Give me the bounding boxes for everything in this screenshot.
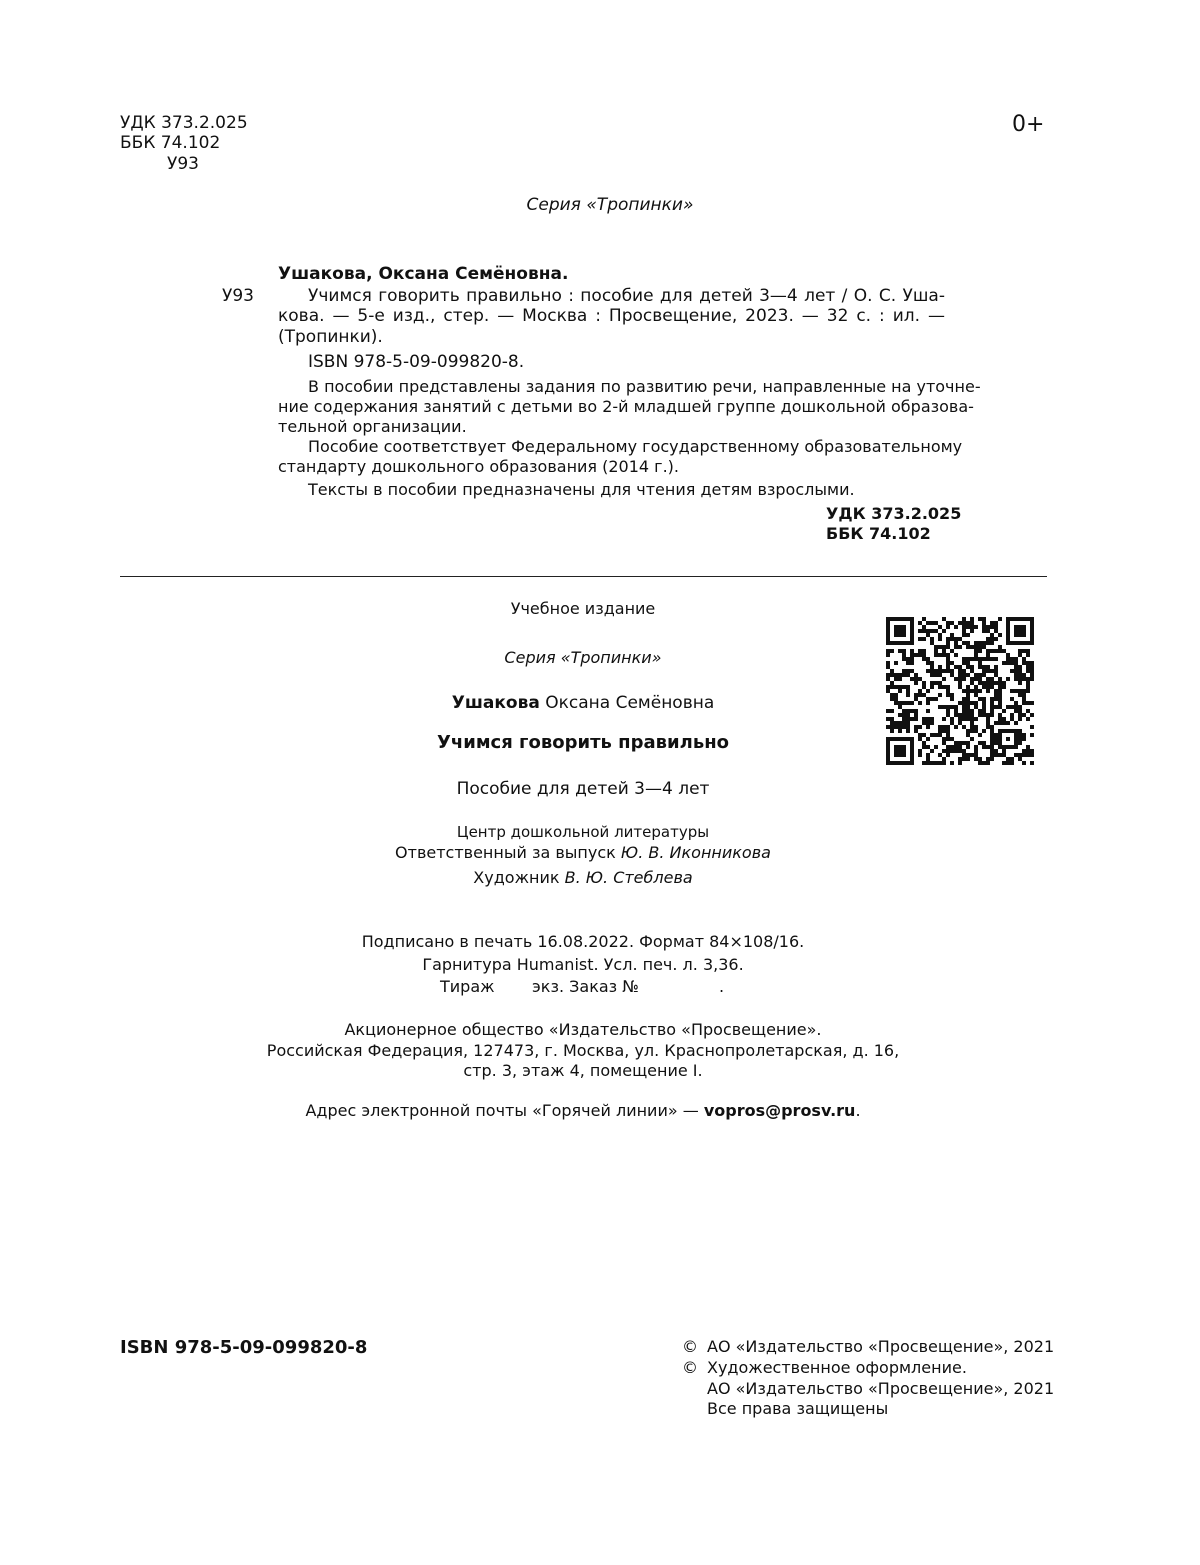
- abstract-line-1: В пособии представлены задания по развитию речи, направленные на уточне-: [308, 377, 981, 396]
- bbk-code: ББК 74.102: [120, 133, 221, 153]
- bib-isbn: ISBN 978-5-09-099820-8.: [308, 352, 525, 372]
- author-name: Оксана Семёновна: [545, 693, 715, 713]
- hotline-email-line: [233, 1101, 933, 1121]
- publishing-center: Центр дошкольной литературы: [456, 823, 710, 841]
- edition-type: Учебное издание: [510, 599, 656, 618]
- email-label: Адрес электронной почты «Горячей линии» —: [305, 1101, 699, 1120]
- copyright-2-line-1: Художественное оформление.: [707, 1358, 967, 1377]
- bib-author-heading: Ушакова, Оксана Семёновна.: [278, 264, 569, 284]
- divider: [120, 576, 1047, 577]
- abstract-line-2: ние содержания занятий с детьми во 2-й младшей группе дошкольной образова-: [278, 397, 974, 416]
- artist-name: В. Ю. Стеблева: [564, 868, 693, 887]
- responsible-label: Ответственный за выпуск: [395, 843, 616, 862]
- bib-line-1: Учимся говорить правильно : пособие для детей 3—4 лет / О. С. Уша-: [308, 286, 945, 306]
- order-label: экз. Заказ №: [532, 977, 639, 996]
- author-mark: У93: [167, 154, 199, 174]
- bib-author-mark: У93: [222, 286, 254, 306]
- bib-line-2: кова. — 5-е изд., стер. — Москва : Просвещение, 2023. — 32 с. : ил. —: [278, 306, 945, 326]
- publisher-line-1: Акционерное общество «Издательство «Просвещение».: [344, 1020, 822, 1039]
- responsible-line: [333, 843, 833, 863]
- email-end: .: [855, 1101, 861, 1120]
- reading-note: Тексты в пособии предназначены для чтения детям взрослыми.: [308, 480, 855, 499]
- publisher-line-3: стр. 3, этаж 4, помещение I.: [463, 1061, 703, 1080]
- standard-line-2: стандарту дошкольного образования (2014 г.).: [278, 457, 679, 476]
- book-title: Учимся говорить правильно: [437, 732, 729, 753]
- responsible-name: Ю. В. Иконникова: [620, 843, 771, 862]
- footer-isbn: ISBN 978-5-09-099820-8: [120, 1337, 368, 1358]
- qr-code-icon: [886, 617, 1034, 765]
- artist-label: Художник: [473, 868, 560, 887]
- copyright-sign-2: ©: [682, 1358, 698, 1377]
- order-end: .: [719, 977, 725, 996]
- artist-line: [383, 868, 783, 888]
- bib-line-3: (Тропинки).: [278, 327, 383, 347]
- imprint-series: Серия «Тропинки»: [504, 648, 662, 667]
- email-address: vopros@prosv.ru: [703, 1101, 856, 1120]
- udk-code: УДК 373.2.025: [120, 113, 248, 133]
- abstract-line-3: тельной организации.: [278, 417, 467, 436]
- series-top: Серия «Тропинки»: [526, 195, 694, 215]
- print-line-2: Гарнитура Humanist. Усл. печ. л. 3,36.: [422, 955, 744, 974]
- copyright-sign-1: ©: [682, 1337, 698, 1356]
- print-line-1: Подписано в печать 16.08.2022. Формат 84×108/16.: [361, 932, 805, 951]
- copyright-2-line-2: АО «Издательство «Просвещение», 2021: [707, 1379, 1055, 1398]
- standard-line-1: Пособие соответствует Федеральному государственному образовательному: [308, 437, 963, 456]
- publisher-line-2: Российская Федерация, 127473, г. Москва, ул. Краснопролетарская, д. 16,: [266, 1041, 900, 1060]
- rights-reserved: Все права защищены: [707, 1399, 889, 1418]
- bib-udk: УДК 373.2.025: [826, 504, 962, 523]
- imprint-author: [383, 693, 783, 713]
- copyright-1: АО «Издательство «Просвещение», 2021: [707, 1337, 1055, 1356]
- author-surname: Ушакова: [451, 693, 540, 713]
- print-run-label: Тираж: [440, 977, 495, 996]
- bib-bbk: ББК 74.102: [826, 524, 931, 543]
- book-subtitle: Пособие для детей 3—4 лет: [456, 779, 710, 799]
- age-rating: 0+: [1012, 112, 1045, 137]
